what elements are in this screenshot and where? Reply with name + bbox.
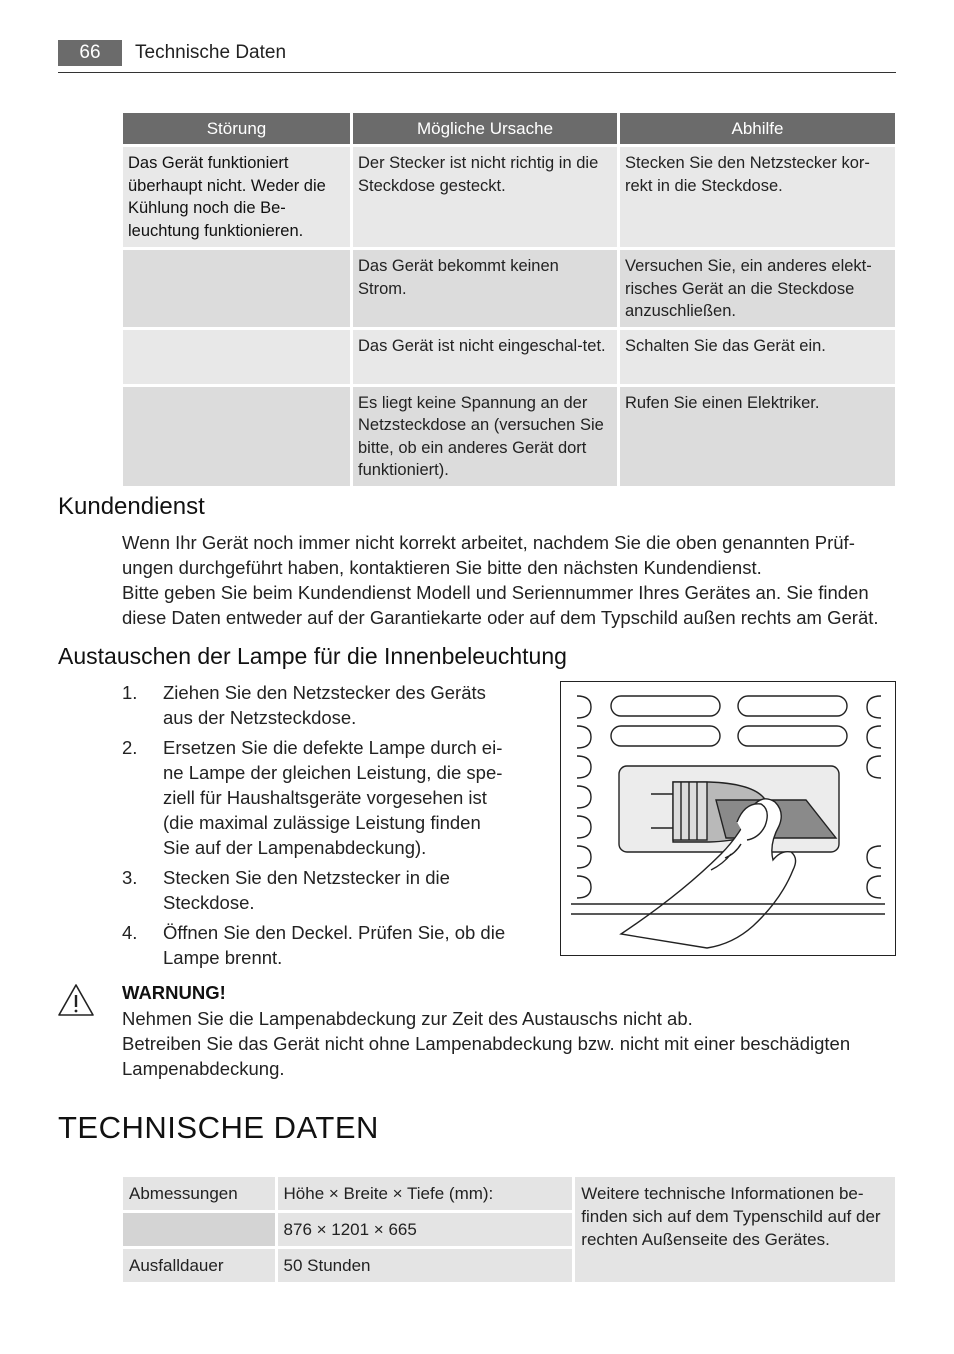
failure-duration-value: 50 Stunden	[278, 1249, 573, 1282]
fault-cell	[123, 387, 350, 486]
fault-cell	[123, 250, 350, 327]
step-text: Ersetzen Sie die defekte Lampe durch ei-ne Lampe der gleichen Leistung, die spe-ziell für Haushaltsgeräte vorgesehen ist (die maximal zulässige Leistung finden Sie auf der Lampenabdeckung).	[163, 737, 503, 858]
dimensions-label: Abmessungen	[123, 1177, 275, 1210]
page-number: 66	[58, 40, 122, 66]
table-row	[123, 250, 895, 327]
warning-line-2: Betreiben Sie das Gerät nicht ohne Lampenabdeckung bzw. nicht mit einer beschädigten Lampenabdeckung.	[122, 1033, 851, 1079]
kundendienst-heading: Kundendienst	[58, 493, 205, 520]
cause-cell: Der Stecker ist nicht richtig in die Steckdose gesteckt.	[353, 147, 617, 247]
lamp-replacement-illustration	[560, 681, 896, 956]
dimensions-value: 876 × 1201 × 665	[278, 1213, 573, 1246]
warning-triangle-icon	[56, 982, 96, 1018]
step-text: Stecken Sie den Netzstecker in die Steckdose.	[163, 867, 450, 913]
column-header-fault: Störung	[123, 113, 350, 144]
step-number: 3.	[122, 867, 138, 888]
step-number: 4.	[122, 922, 138, 943]
list-item	[122, 680, 512, 730]
warning-title: WARNUNG!	[122, 982, 226, 1003]
remedy-cell: Rufen Sie einen Elektriker.	[620, 387, 895, 486]
remedy-cell: Schalten Sie das Gerät ein.	[620, 330, 895, 384]
empty-label-cell	[123, 1213, 275, 1246]
column-header-remedy: Abhilfe	[620, 113, 895, 144]
rib-right	[867, 696, 881, 898]
technische-daten-heading: TECHNISCHE DATEN	[58, 1110, 379, 1145]
remedy-cell: Stecken Sie den Netzstecker kor-rekt in die Steckdose.	[620, 147, 895, 247]
warning-line-1: Nehmen Sie die Lampenabdeckung zur Zeit des Austauschs nicht ab.	[122, 1008, 693, 1029]
kundendienst-paragraph-1: Wenn Ihr Gerät noch immer nicht korrekt arbeitet, nachdem Sie die oben genannten Prüf-ungen durchgeführt haben, kontaktieren Sie bitte den nächsten Kundendienst.	[122, 532, 855, 578]
remedy-cell: Versuchen Sie, ein anderes elekt-risches Gerät an die Steckdose anzuschließen.	[620, 250, 895, 327]
step-text: Öffnen Sie den Deckel. Prüfen Sie, ob die Lampe brennt.	[163, 922, 506, 968]
table-row	[123, 1177, 895, 1210]
cause-cell: Das Gerät ist nicht eingeschal-tet.	[353, 330, 617, 384]
tech-note: Weitere technische Informationen be-finden sich auf dem Typenschild auf der rechten Außenseite des Gerätes.	[575, 1177, 895, 1282]
column-header-cause: Mögliche Ursache	[353, 113, 617, 144]
step-number: 1.	[122, 682, 138, 703]
rib-left	[577, 696, 591, 898]
step-number: 2.	[122, 737, 138, 758]
step-text: Ziehen Sie den Netzstecker des Geräts aus der Netzsteckdose.	[163, 682, 486, 728]
table-row	[123, 387, 895, 486]
page-header	[58, 40, 896, 73]
lamp-steps-list	[122, 680, 512, 975]
fault-cell	[123, 330, 350, 384]
cause-cell: Das Gerät bekommt keinen Strom.	[353, 250, 617, 327]
fault-table	[120, 110, 898, 489]
kundendienst-paragraph-2: Bitte geben Sie beim Kundendienst Modell und Seriennummer Ihres Gerätes an. Sie finden diese Daten entweder auf der Garantiekarte oder auf dem Typschild außen rechts am Gerät.	[122, 582, 879, 628]
lampe-heading: Austauschen der Lampe für die Innenbeleuchtung	[58, 643, 567, 669]
list-item	[122, 920, 512, 970]
fault-table-header-row	[123, 113, 895, 144]
table-row	[123, 330, 895, 384]
list-item	[122, 865, 512, 915]
header-section-title: Technische Daten	[135, 42, 287, 63]
table-row	[123, 147, 895, 247]
failure-duration-label: Ausfalldauer	[123, 1249, 275, 1282]
dimensions-header-value: Höhe × Breite × Tiefe (mm):	[278, 1177, 573, 1210]
fault-cell: Das Gerät funktioniert überhaupt nicht. Weder die Kühlung noch die Be-leuchtung funktionieren.	[123, 147, 350, 247]
cause-cell: Es liegt keine Spannung an der Netzsteckdose an (versuchen Sie bitte, ob ein anderes Gerät dort funktioniert).	[353, 387, 617, 486]
tech-data-table	[120, 1174, 898, 1285]
list-item	[122, 735, 512, 860]
